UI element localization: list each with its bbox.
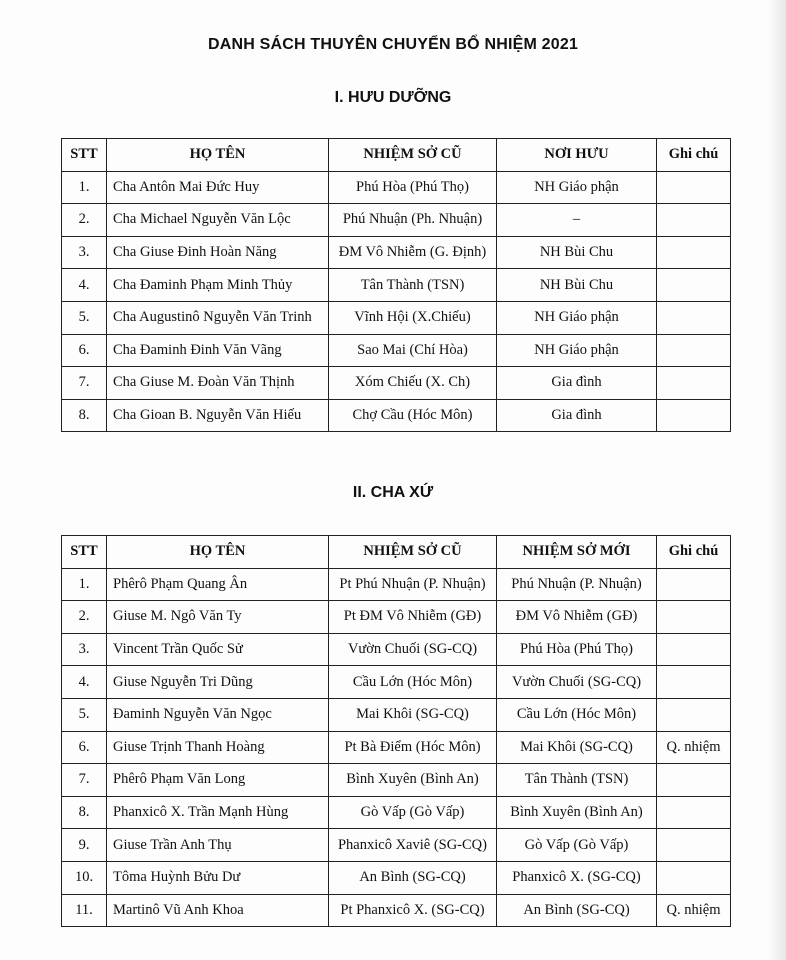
cell-destination: Phanxicô X. (SG-CQ) [497,861,657,894]
table-row [62,861,731,894]
cell-name: Phanxicô X. Trần Mạnh Hùng [107,796,329,829]
table-row [62,894,731,927]
cell-name: Giuse Trịnh Thanh Hoàng [107,731,329,764]
cell-stt: 1. [62,171,107,204]
cell-old-post: Tân Thành (TSN) [329,269,497,302]
cell-old-post: Sao Mai (Chí Hòa) [329,334,497,367]
cell-old-post: Cầu Lớn (Hóc Môn) [329,666,497,699]
cell-stt: 3. [62,236,107,269]
cell-old-post: Pt ĐM Vô Nhiễm (GĐ) [329,601,497,634]
cell-old-post: Phú Nhuận (Ph. Nhuận) [329,204,497,237]
cell-destination: Tân Thành (TSN) [497,764,657,797]
section1-title: I. HƯU DƯỠNG [334,89,452,106]
cell-destination: Gò Vấp (Gò Vấp) [497,829,657,862]
cell-stt: 4. [62,666,107,699]
cell-name: Giuse Trần Anh Thụ [107,829,329,862]
cell-name: Cha Antôn Mai Đức Huy [107,171,329,204]
cell-note [657,698,731,731]
table-row [62,829,731,862]
table-row [62,171,731,204]
cell-name: Cha Michael Nguyễn Văn Lộc [107,204,329,237]
table-row [62,269,731,302]
cell-destination: – [497,204,657,237]
cell-old-post: Xóm Chiếu (X. Ch) [329,367,497,400]
cell-note [657,334,731,367]
cell-stt: 11. [62,894,107,927]
cell-stt: 2. [62,601,107,634]
cell-old-post: Gò Vấp (Gò Vấp) [329,796,497,829]
cell-destination: Vườn Chuối (SG-CQ) [497,666,657,699]
cell-stt: 1. [62,568,107,601]
cell-name: Vincent Trần Quốc Sử [107,633,329,666]
cell-note [657,236,731,269]
table-row [62,731,731,764]
cell-name: Cha Gioan B. Nguyễn Văn Hiếu [107,399,329,432]
cell-stt: 5. [62,698,107,731]
table-row [62,633,731,666]
cell-stt: 6. [62,334,107,367]
header-new-post: NHIỆM SỞ MỚI [497,536,657,569]
header-stt: STT [62,536,107,569]
cell-old-post: ĐM Vô Nhiễm (G. Định) [329,236,497,269]
cell-note [657,269,731,302]
table-row [62,367,731,400]
header-stt: STT [62,139,107,172]
cell-note: Q. nhiệm [657,731,731,764]
cell-note [657,301,731,334]
cell-note [657,204,731,237]
cell-destination: ĐM Vô Nhiễm (GĐ) [497,601,657,634]
header-name: HỌ TÊN [107,536,329,569]
cell-stt: 7. [62,764,107,797]
document-title: DANH SÁCH THUYÊN CHUYỂN BỔ NHIỆM 2021 [207,36,579,53]
cell-destination: Phú Nhuận (P. Nhuận) [497,568,657,601]
header-old-post: NHIỆM SỞ CŨ [329,536,497,569]
cell-old-post: An Bình (SG-CQ) [329,861,497,894]
header-retirement-place: NƠI HƯU [497,139,657,172]
cell-note [657,171,731,204]
table-row [62,236,731,269]
table-header-row [62,536,731,569]
cell-name: Đaminh Nguyễn Văn Ngọc [107,698,329,731]
table-row [62,334,731,367]
cell-destination: Gia đình [497,399,657,432]
cell-old-post: Vườn Chuối (SG-CQ) [329,633,497,666]
cell-old-post: Mai Khôi (SG-CQ) [329,698,497,731]
section2-title: II. CHA XỨ [352,484,434,501]
cell-name: Giuse M. Ngô Văn Ty [107,601,329,634]
cell-destination: NH Bùi Chu [497,236,657,269]
cell-stt: 8. [62,796,107,829]
cell-stt: 2. [62,204,107,237]
table-row [62,764,731,797]
cell-note [657,601,731,634]
table-row [62,698,731,731]
cell-name: Giuse Nguyễn Tri Dũng [107,666,329,699]
table-row [62,666,731,699]
cell-destination: Gia đình [497,367,657,400]
cell-note [657,633,731,666]
cell-name: Cha Đaminh Đinh Văn Vãng [107,334,329,367]
cell-name: Cha Augustinô Nguyễn Văn Trinh [107,301,329,334]
table-header-row [62,139,731,172]
cell-name: Cha Giuse M. Đoàn Văn Thịnh [107,367,329,400]
header-note: Ghi chú [657,536,731,569]
cell-destination: NH Giáo phận [497,171,657,204]
cell-destination: An Bình (SG-CQ) [497,894,657,927]
cell-destination: NH Giáo phận [497,301,657,334]
table-row [62,399,731,432]
cell-destination: Phú Hòa (Phú Thọ) [497,633,657,666]
cell-destination: Mai Khôi (SG-CQ) [497,731,657,764]
table-row [62,796,731,829]
cell-stt: 7. [62,367,107,400]
cell-name: Phêrô Phạm Quang Ân [107,568,329,601]
retirement-table [61,138,731,432]
cell-destination: NH Bùi Chu [497,269,657,302]
cell-name: Cha Giuse Đinh Hoàn Năng [107,236,329,269]
cell-name: Phêrô Phạm Văn Long [107,764,329,797]
header-name: HỌ TÊN [107,139,329,172]
cell-old-post: Pt Bà Điểm (Hóc Môn) [329,731,497,764]
header-note: Ghi chú [657,139,731,172]
cell-stt: 8. [62,399,107,432]
header-old-post: NHIỆM SỞ CŨ [329,139,497,172]
cell-old-post: Pt Phanxicô X. (SG-CQ) [329,894,497,927]
cell-stt: 4. [62,269,107,302]
cell-stt: 6. [62,731,107,764]
cell-note [657,568,731,601]
cell-stt: 3. [62,633,107,666]
cell-destination: Cầu Lớn (Hóc Môn) [497,698,657,731]
cell-name: Cha Đaminh Phạm Minh Thủy [107,269,329,302]
cell-old-post: Bình Xuyên (Bình An) [329,764,497,797]
cell-note [657,764,731,797]
cell-name: Martinô Vũ Anh Khoa [107,894,329,927]
cell-stt: 9. [62,829,107,862]
cell-stt: 10. [62,861,107,894]
cell-name: Tôma Huỳnh Bửu Dư [107,861,329,894]
cell-old-post: Phú Hòa (Phú Thọ) [329,171,497,204]
cell-old-post: Vĩnh Hội (X.Chiếu) [329,301,497,334]
cell-old-post: Phanxicô Xaviê (SG-CQ) [329,829,497,862]
cell-note [657,861,731,894]
cell-destination: NH Giáo phận [497,334,657,367]
table-row [62,568,731,601]
table-row [62,301,731,334]
cell-note [657,796,731,829]
table-row [62,204,731,237]
cell-note [657,666,731,699]
cell-note: Q. nhiệm [657,894,731,927]
cell-old-post: Chợ Cầu (Hóc Môn) [329,399,497,432]
cell-note [657,829,731,862]
cell-destination: Bình Xuyên (Bình An) [497,796,657,829]
table-row [62,601,731,634]
pastor-table [61,535,731,927]
cell-stt: 5. [62,301,107,334]
cell-old-post: Pt Phú Nhuận (P. Nhuận) [329,568,497,601]
cell-note [657,367,731,400]
cell-note [657,399,731,432]
page-edge-shadow [768,0,786,960]
